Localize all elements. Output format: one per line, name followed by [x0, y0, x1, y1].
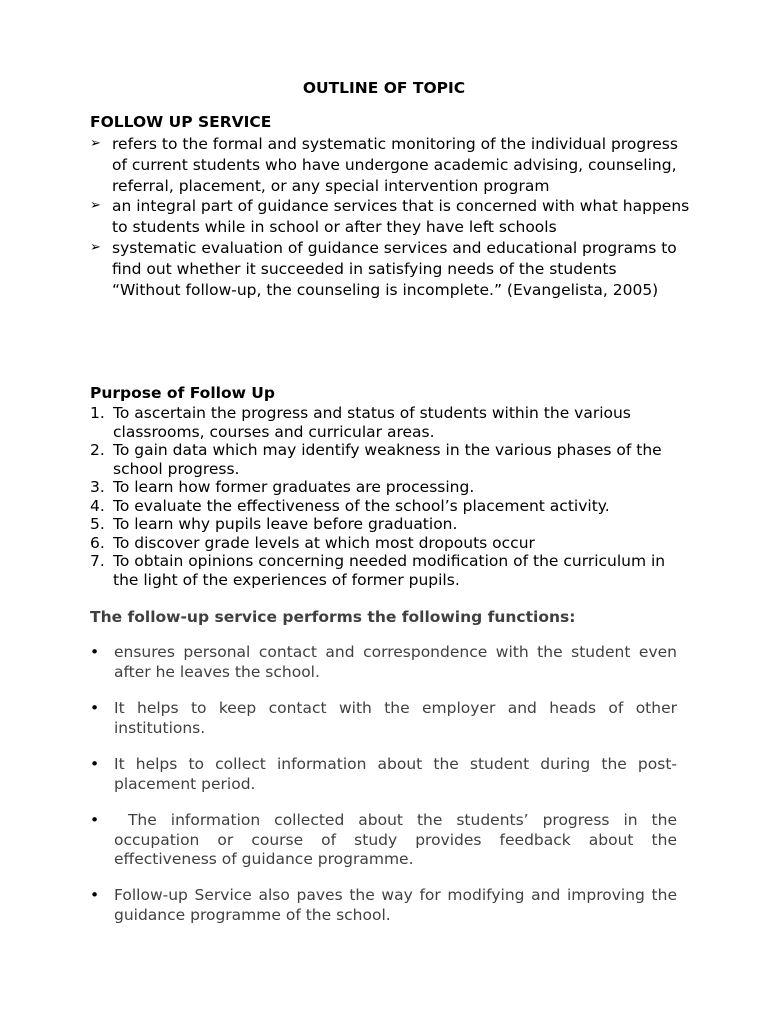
function-item — [90, 699, 677, 738]
functions-heading: The follow-up service performs the following functions: — [90, 608, 576, 626]
list-item — [90, 552, 690, 589]
follow-up-heading: FOLLOW UP SERVICE — [90, 113, 272, 131]
function-item — [90, 755, 677, 794]
list-text: To evaluate the effectiveness of the school’s placement activity. — [113, 496, 610, 515]
follow-up-section — [90, 112, 690, 300]
definition-text: refers to the formal and systematic monitoring of the individual progress of current students who have undergone academic advising, counseling, referral, placement, or any special intervention program — [112, 135, 678, 195]
list-number: 1. — [90, 404, 105, 422]
definition-text: an integral part of guidance services that is concerned with what happens to students while in school or after they have left schools — [112, 197, 690, 237]
function-text: ensures personal contact and correspondence with the student even after he leaves the school. — [114, 643, 677, 681]
list-number: 4. — [90, 496, 105, 515]
follow-up-definition-item — [90, 238, 690, 280]
function-text: It helps to keep contact with the employer and heads of other institutions. — [114, 699, 677, 737]
list-text: To discover grade levels at which most dropouts occur — [113, 533, 535, 552]
arrow-bullet-icon: ➢ — [90, 198, 101, 214]
purpose-heading: Purpose of Follow Up — [90, 384, 275, 402]
list-number: 3. — [90, 478, 105, 496]
function-text: It helps to collect information about the student during the post-placement period. — [114, 755, 677, 793]
list-item — [90, 441, 690, 478]
list-text: To learn how former graduates are processing. — [113, 478, 475, 496]
function-item — [90, 643, 677, 682]
list-number: 6. — [90, 533, 105, 552]
list-text: To gain data which may identify weakness in the various phases of the school progress. — [113, 441, 662, 478]
definition-text: systematic evaluation of guidance services and educational programs to find out whether it succeeded in satisfying needs of the students — [112, 238, 677, 278]
bullet-icon: • — [90, 755, 100, 773]
bullet-icon: • — [90, 886, 100, 904]
list-item — [90, 497, 690, 516]
bullet-icon: • — [90, 699, 100, 717]
list-number: 2. — [90, 441, 105, 459]
list-text: To obtain opinions concerning needed modification of the curriculum in the light of the experiences of former pupils. — [113, 552, 666, 589]
list-text: To ascertain the progress and status of students within the various classrooms, courses and curricular areas. — [113, 404, 631, 441]
purpose-list — [90, 404, 690, 589]
purpose-section — [90, 383, 690, 589]
arrow-bullet-icon: ➢ — [90, 136, 101, 151]
list-item — [90, 534, 690, 553]
list-number: 7. — [90, 552, 105, 570]
bullet-icon: • — [90, 811, 100, 829]
bullet-icon: • — [90, 643, 100, 661]
function-text: The information collected about the students’ progress in the occupation or course of study provides feedback about the effectiveness of guidance programme. — [114, 811, 682, 868]
function-item — [90, 811, 682, 870]
function-text: Follow-up Service also paves the way for modifying and improving the guidance programme of the school. — [114, 886, 677, 924]
list-item — [90, 404, 690, 441]
list-text: To learn why pupils leave before graduation. — [113, 515, 458, 533]
list-item — [90, 515, 690, 534]
arrow-bullet-icon: ➢ — [90, 239, 101, 255]
follow-up-definition-item — [90, 196, 690, 238]
list-item — [90, 478, 690, 497]
quote: “Without follow-up, the counseling is incomplete.” (Evangelista, 2005) — [112, 280, 659, 299]
list-number: 5. — [90, 515, 105, 533]
page-title: OUTLINE OF TOPIC — [302, 79, 466, 97]
follow-up-definition-item — [90, 134, 690, 196]
function-item — [90, 886, 677, 925]
